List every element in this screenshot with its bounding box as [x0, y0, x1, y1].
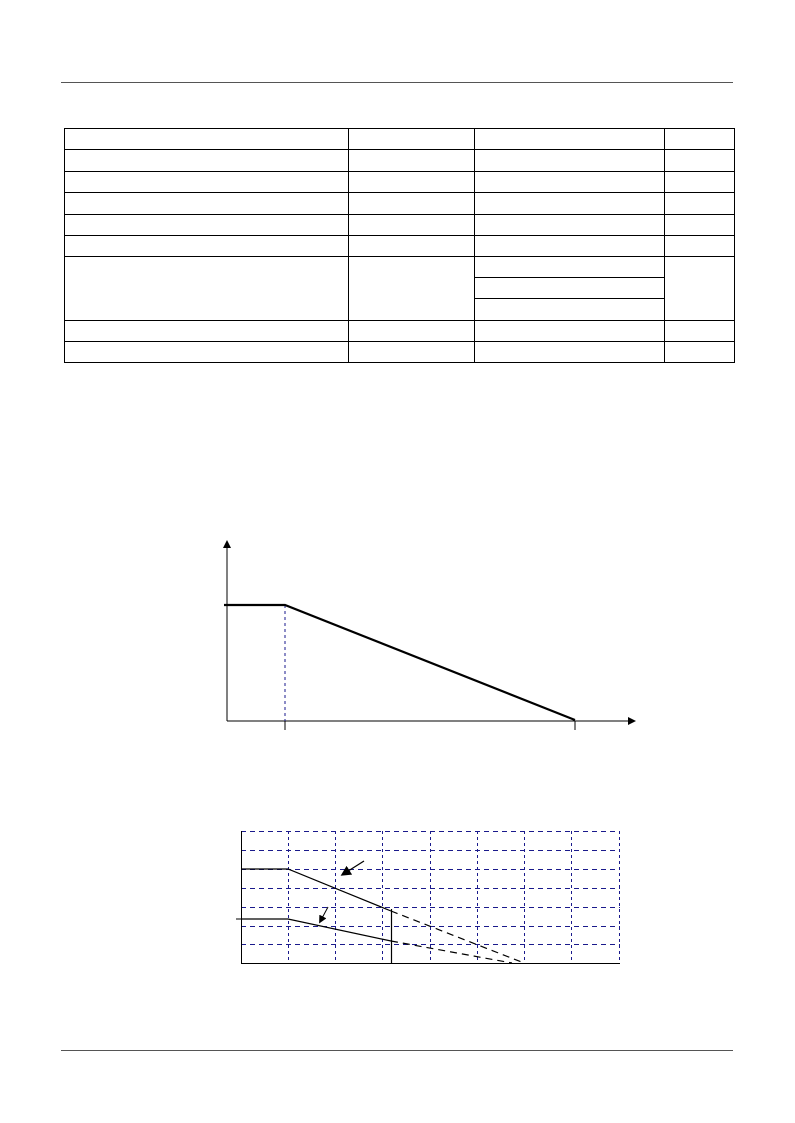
grid-chart: [236, 831, 620, 964]
grid-chart-pointer-arrow-lower: [321, 907, 328, 920]
derating-chart: [224, 544, 632, 730]
grid-chart-pointer-arrow-upper: [345, 861, 364, 873]
grid-chart-upper-curve-dashed: [391, 911, 524, 963]
spec-table-border: [65, 129, 735, 363]
grid-chart-upper-curve-solid: [241, 869, 391, 911]
grid-chart-lower-curve-solid: [241, 919, 391, 941]
spec-table: [64, 128, 735, 363]
footer-rule: [61, 1050, 733, 1051]
derating-curve: [224, 605, 575, 720]
